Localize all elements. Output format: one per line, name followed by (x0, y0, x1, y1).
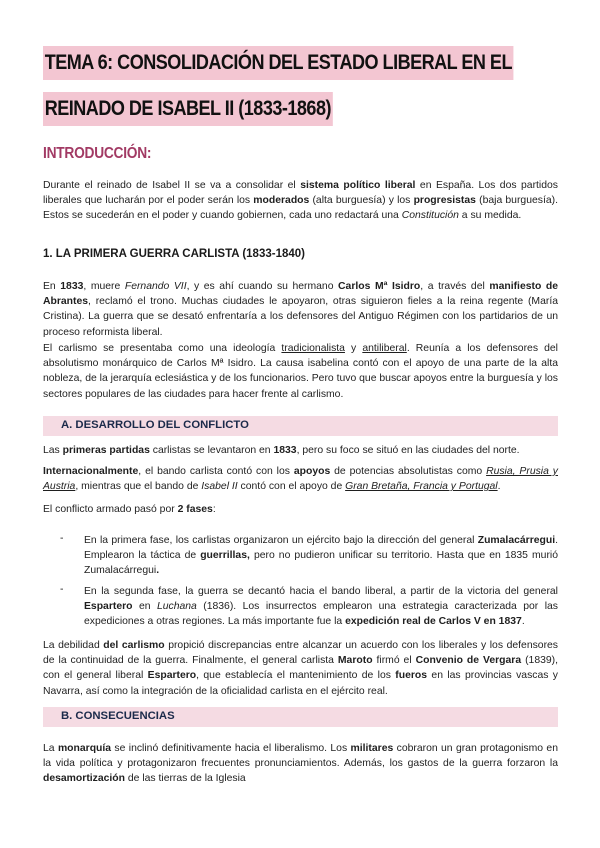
bold-text: Internacionalmente (43, 466, 139, 477)
text-run: propició discrepancias entre alcanzar un acuerdo con los liberales y los defensores de la continuidad de la guerra. Finalmente, el general carlista (43, 640, 559, 667)
text-run: (1839), con el general liberal (43, 655, 559, 682)
bullet-item-1 (84, 533, 558, 579)
text-run: pero no pudieron unificar su territorio. Hasta que en 1835 murió Zumalacárregui (84, 550, 558, 577)
text-run: contó con el apoyo de (237, 481, 346, 493)
bold-text: Espartero (147, 670, 197, 682)
text-run: , reclamó el trono. Muchas ciudades le apoyaron, otras siguieron fieles a la reina regente (María Cristina). La guerra que se desató enfrentaría a los defensores del Antiguo Régimen con los partidarios de un proceso reformista liberal. (43, 296, 558, 338)
subsection-a-paragraph-1 (43, 443, 558, 458)
bold-text: . (156, 565, 160, 577)
text-run: (baja burguesía). Estos se sucederán en el poder y cuando gobiernen, cada uno redactará una (43, 195, 558, 222)
section-1-paragraph-1 (43, 279, 558, 340)
bold-text: fueros (395, 670, 428, 682)
bullet-item-2 (84, 584, 558, 630)
text-run: , pero su foco se situó en las ciudades del norte. (296, 445, 520, 456)
subsection-a-paragraph-2 (43, 464, 558, 494)
text-run: en (132, 601, 157, 613)
italic-text: Isabel II (201, 481, 238, 493)
text-run: . Reunía a los defensores del absolutismo monárquico de Carlos Mª Isidro. La causa isabelina contó con el apoyo de una parte de la alta nobleza, de la jerarquía eclesiástica y de los funcionarios. Pero tuvo que buscar apoyos entre la burguesía y los sectores populares de las ciudades para hacer frente al carlismo. (43, 343, 558, 400)
underlined-text: tradicionalista (281, 343, 345, 354)
bold-text: 2 fases (177, 504, 213, 515)
italic-text: Fernando VII (124, 281, 187, 292)
intro-heading: INTRODUCCIÓN: (43, 145, 152, 162)
bold-text: 1833 (60, 281, 84, 292)
text-run: (alta burguesía) y los (309, 195, 414, 207)
text-run: , mientras que el bando de (75, 481, 202, 493)
text-run: , muere (83, 281, 125, 292)
subsection-b-heading: B. CONSECUENCIAS (61, 710, 175, 722)
text-run: cobraron un gran protagonismo en la vida política y protagonizaron frecuentes pronunciamientos. Además, los gastos de la guerra forzaron la (43, 743, 558, 770)
bold-text: Carlos Mª Isidro (338, 281, 421, 292)
bold-text: primeras partidas (62, 445, 150, 456)
text-run: La (43, 743, 58, 754)
bold-text: apoyos (293, 466, 331, 477)
text-run: . Emplearon la táctica de (84, 535, 558, 562)
bold-text: militares (350, 743, 394, 754)
bold-text: Espartero (84, 601, 133, 613)
text-run: El carlismo se presentaba como una ideología (43, 343, 282, 354)
bold-text: expedición real de Carlos V en 1837 (345, 616, 522, 628)
bold-text: del carlismo (103, 640, 165, 651)
subsection-b-paragraph (43, 741, 558, 787)
bold-text: Maroto (337, 655, 373, 667)
text-run: (1836). Los insurrectos emplearon una estrategia caracterizada por las expediciones a otras regiones. La más importante fue la (84, 601, 558, 628)
text-run: se inclinó definitivamente hacia el liberalismo. Los (111, 743, 351, 754)
text-run: En la segunda fase, la guerra se decantó hacia el bando liberal, a partir de la victoria del general (84, 586, 558, 597)
section-1-heading: 1. LA PRIMERA GUERRA CARLISTA (1833-1840) (43, 248, 305, 260)
bullet-dash-2: - (60, 584, 64, 595)
text-run: Durante el reinado de Isabel II se va a consolidar el (43, 180, 301, 191)
subsection-a-paragraph-4 (43, 638, 558, 699)
italic-text: Constitución (401, 210, 459, 222)
section-1-paragraph-2 (43, 341, 558, 402)
intro-paragraph (43, 178, 558, 224)
text-run: En (43, 281, 61, 292)
text-run: , que establecía el mantenimiento de los (196, 670, 396, 682)
text-run: a su medida. (458, 210, 522, 222)
text-run: , a través del (420, 281, 490, 292)
text-run: El conflicto armado pasó por (43, 504, 178, 515)
text-run: y (344, 343, 363, 354)
bold-text: Convenio de Vergara (415, 655, 522, 667)
text-run: de potencias absolutistas como (330, 466, 487, 477)
text-run: La debilidad (43, 640, 104, 651)
text-run: en España. Los dos partidos liberales que lucharán por el poder serán los (43, 180, 558, 207)
text-run: En la primera fase, los carlistas organizaron un ejército bajo la dirección del general (84, 535, 478, 546)
bold-text: guerrillas, (200, 550, 250, 562)
text-run: . (521, 616, 525, 628)
text-run: , el bando carlista contó con los (138, 466, 294, 477)
text-run: Las (43, 445, 63, 456)
subsection-a-paragraph-3 (43, 502, 558, 517)
bold-text: monarquía (57, 743, 112, 754)
text-run: de las tierras de la Iglesia (125, 773, 246, 785)
subsection-a-heading: A. DESARROLLO DEL CONFLICTO (61, 419, 249, 431)
bold-text: desamortización (43, 773, 125, 785)
text-run: . (497, 481, 501, 493)
bold-text: Zumalacárregui (477, 535, 556, 546)
italic-underlined-text: Rusia, Prusia y Austria (43, 466, 558, 493)
bold-text: 1833 (273, 445, 297, 456)
bold-text: moderados (253, 195, 310, 207)
underlined-text: antiliberal (362, 343, 407, 354)
italic-text: Luchana (156, 601, 197, 613)
text-run: firmó el (372, 655, 416, 667)
text-run: : (212, 504, 216, 515)
title-line-2: REINADO DE ISABEL II (1833-1868) (43, 92, 333, 126)
title-line-1: TEMA 6: CONSOLIDACIÓN DEL ESTADO LIBERAL EN EL (43, 46, 514, 80)
text-run: carlistas se levantaron en (149, 445, 274, 456)
italic-underlined-text: Gran Bretaña, Francia y Portugal (345, 481, 498, 493)
bold-text: manifiesto de Abrantes (43, 281, 558, 308)
bold-text: sistema político liberal (300, 180, 416, 191)
text-run: en las provincias vascas y Navarra, así como la integración de la oficialidad carlista en el ejército real. (43, 670, 558, 697)
bold-text: progresistas (413, 195, 476, 207)
text-run: , y es ahí cuando su hermano (186, 281, 339, 292)
bullet-dash-1: - (60, 533, 64, 544)
